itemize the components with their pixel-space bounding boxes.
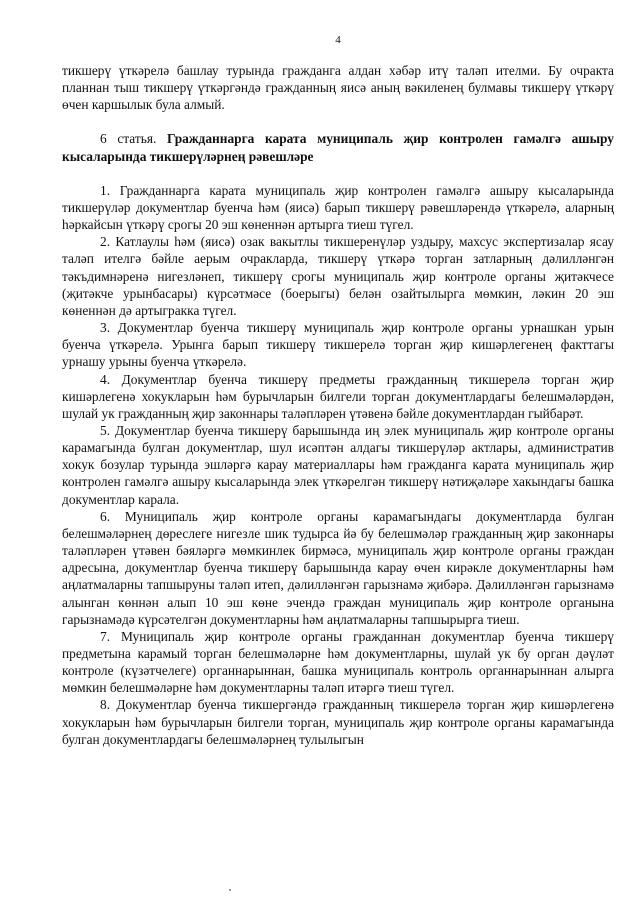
paragraph-4: 4. Документлар буенча тикшерү предметы гражданның тикшерелә торган җир кишәрлегенә хокукларын һәм бурычларын билгели торган документлардагы белешмәләрдән, шулай ук гражданның җир законнары таләпләрен үтәвенә бәйле документлардан гыйбарәт.	[62, 371, 614, 421]
paragraph-8: 8. Документлар буенча тикшергәндә гражданның тикшерелә торган җир кишәрлегенә хокукларын һәм бурычларын билгели торган, муниципаль җир контроле органы карамагында булган документлардагы белешмәләрнең тулылыгын	[62, 697, 614, 747]
page-number: 4	[335, 34, 341, 46]
paragraph-2: 2. Катлаулы һәм (яисә) озак вакытлы тикшеренүләр уздыру, махсус экспертизалар ясау таләп ителгә бәйле аерым очракларда, тикшерү үткәрә торган затларның дәлилләнгән тәкъдимнәренә нигезләнеп, тикшерү срогы муниципаль җир контроле органы җитәкчесе (җитәкче урынбасары) күрсәтмәсе (боерыгы) белән озайтылырга мөмкин, ләкин 20 эш көненнән дә артыгракка түгел.	[62, 234, 614, 318]
paragraph-3: 3. Документлар буенча тикшерү муниципаль җир контроле органы урнашкан урын буенча үткәрелә. Урынга барып тикшерү тикшерелә торган җир кишәрлегенең факттагы урнашу урыны буенча үткәрелә.	[62, 320, 614, 370]
scan-speck	[229, 889, 231, 891]
document-body	[62, 62, 614, 748]
article-heading	[62, 130, 614, 164]
paragraph-6: 6. Муниципаль җир контроле органы карамагындагы документларда булган белешмәләрнең дөреслеге нигезле шик тудырса йә бу белешмәләр гражданның җир законнары таләпләрен үтәвен бәяләргә мөмкинлек бирмәсә, муниципаль җир контроле органы граждан адресына, документлар буенча тикшерү барышында карау өчен кирәкле документларны һәм аңлатмаларны тапшыруны таләп итеп, дәлилләнгән гарызнамә җибәрә. Дәлилләнгән гарызнамә алынган көннән алып 10 эш көне эчендә граждан муниципаль җир контроле органына гарызнамәдә күрсәтелгән документларны һәм аңлатмаларны тапшырырга тиеш.	[62, 508, 614, 627]
continuation-paragraph: тикшерү үткәрелә башлау турында гражданга алдан хәбәр итү таләп ителми. Бу очракта планнан тыш тикшерү үткәргәндә гражданның яисә аның вәкиленең булмавы тикшерү үткәрү өчен каршылык була алмый.	[62, 63, 614, 113]
paragraph-1: 1. Гражданнарга карата муниципаль җир контролен гамәлгә ашыру кысаларында тикшерүләр документлар буенча һәм (яисә) барып тикшерү рәвешләрендә үткәрелә, аларның һәркайсын үткәрү срогы 20 эш көненнән артырга тиеш түгел.	[62, 182, 614, 233]
document-page	[62, 0, 614, 905]
paragraph-7: 7. Муниципаль җир контроле органы гражданнан документлар буенча тикшерү предметына карамый торган белешмәләрне һәм документларны, шулай ук бу орган дәүләт контроле (күзәтчелеге) органнарыннан, башка муниципаль контроль органнарыннан алырга мөмкин белешмәләрне һәм документларны таләп итәргә тиеш түгел.	[62, 628, 614, 696]
paragraph-5: 5. Документлар буенча тикшерү барышында иң элек муниципаль җир контроле органы карамагында булган документлар, шул исәптән алдагы тикшерүләр актлары, административ хокук бозулар турында эшләргә карау материаллары һәм гражданга карата муниципаль җир контролен гамәлгә ашыру кысаларында элек үткәрелгән тикшерү нәтиҗәләре хакындагы башка документлар карала.	[62, 422, 614, 507]
article-number: 6 статья.	[100, 131, 157, 147]
article-title: Гражданнарга карата муниципаль җир контролен гамәлгә ашыру кысаларында тикшерүләрнең рәвешләре	[62, 131, 614, 164]
